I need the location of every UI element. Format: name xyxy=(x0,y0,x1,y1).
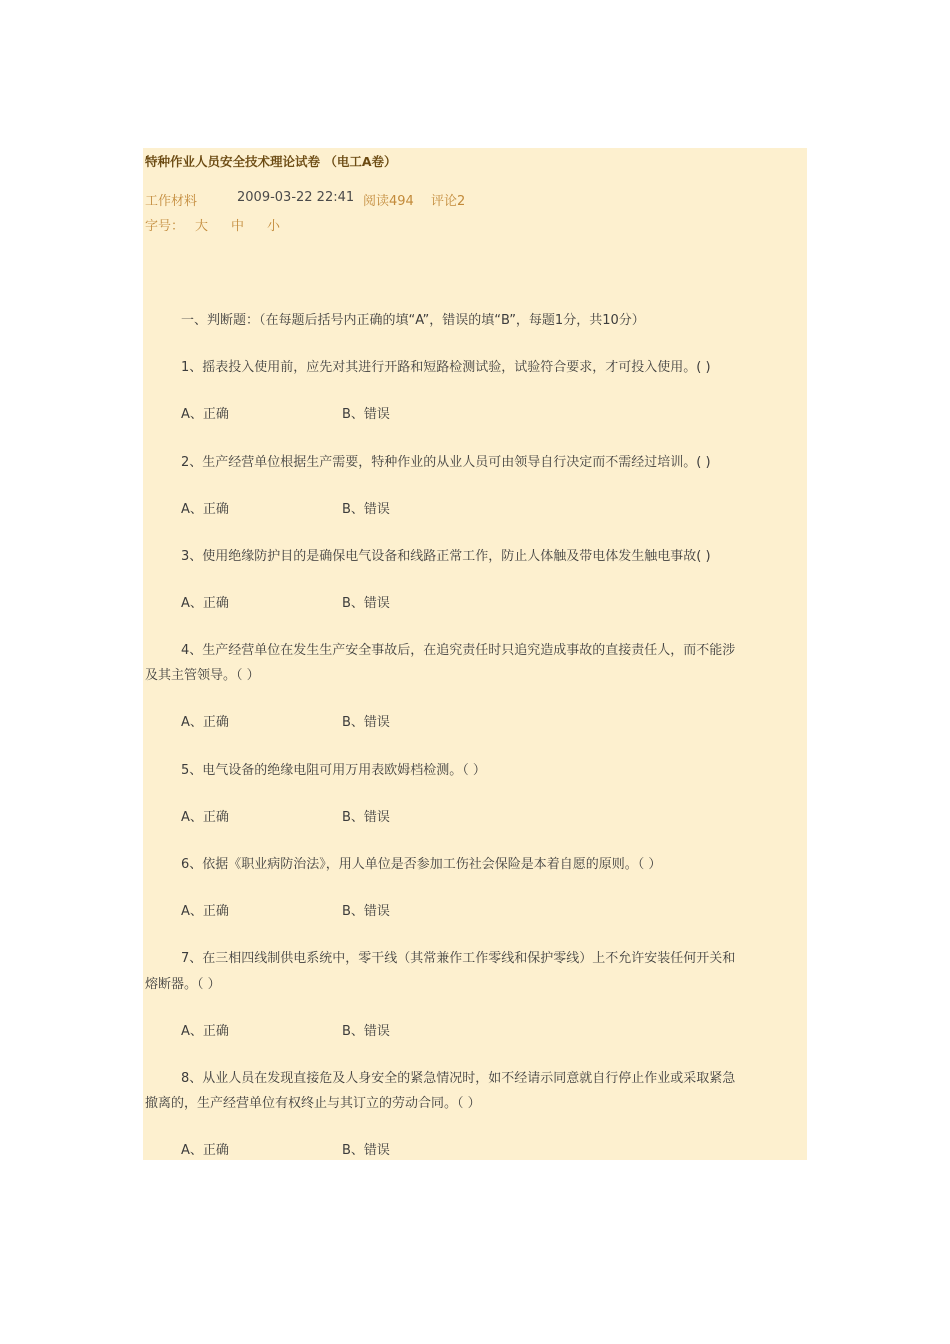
question-text: 7、在三相四线制供电系统中，零干线（其常兼作工作零线和保护零线）上不允许安装任何开关和 xyxy=(181,951,736,966)
font-size-small-link[interactable]: 小 xyxy=(267,219,281,234)
question-text-continued: 及其主管领导。（ ） xyxy=(145,668,260,683)
question-text: 8、从业人员在发现直接危及人身安全的紧急情况时，如不经请示同意就自行停止作业或采取紧急 xyxy=(181,1071,736,1086)
question-text-continued: 熔断器。（ ） xyxy=(145,977,221,992)
option-b: B、错误 xyxy=(342,715,390,730)
option-b: B、错误 xyxy=(342,1024,390,1039)
question-text: 1、摇表投入使用前，应先对其进行开路和短路检测试验，试验符合要求，才可投入使用。( ) xyxy=(181,360,711,375)
font-size-label: 字号： xyxy=(145,219,185,234)
category-link[interactable]: 工作材料 xyxy=(145,194,198,209)
option-b: B、错误 xyxy=(342,502,390,517)
section-heading: 一、判断题：（在每题后括号内正确的填“A”，错误的填“B”，每题1分，共10分） xyxy=(181,313,645,328)
article-panel xyxy=(143,148,807,1160)
option-b: B、错误 xyxy=(342,407,390,422)
question-text: 4、生产经营单位在发生生产安全事故后，在追究责任时只追究造成事故的直接责任人，而不能涉 xyxy=(181,643,736,658)
option-b: B、错误 xyxy=(342,810,390,825)
option-a: A、正确 xyxy=(181,810,229,825)
option-a: A、正确 xyxy=(181,1143,229,1158)
read-count: 阅读494 xyxy=(363,194,414,209)
option-b: B、错误 xyxy=(342,1143,390,1158)
question-text: 2、生产经营单位根据生产需要，特种作业的从业人员可由领导自行决定而不需经过培训。( ) xyxy=(181,455,711,470)
option-a: A、正确 xyxy=(181,904,229,919)
option-a: A、正确 xyxy=(181,1024,229,1039)
question-text: 6、依据《职业病防治法》，用人单位是否参加工伤社会保险是本着自愿的原则。（ ） xyxy=(181,857,662,872)
option-a: A、正确 xyxy=(181,596,229,611)
article-title[interactable]: 特种作业人员安全技术理论试卷 （电工A卷） xyxy=(145,154,397,169)
question-text-continued: 撤离的，生产经营单位有权终止与其订立的劳动合同。（ ） xyxy=(145,1096,481,1111)
comment-link[interactable]: 评论2 xyxy=(431,194,466,209)
option-b: B、错误 xyxy=(342,904,390,919)
question-text: 5、电气设备的绝缘电阻可用万用表欧姆档检测。（ ） xyxy=(181,763,486,778)
font-size-medium-link[interactable]: 中 xyxy=(231,219,245,234)
option-b: B、错误 xyxy=(342,596,390,611)
question-text: 3、使用绝缘防护目的是确保电气设备和线路正常工作，防止人体触及带电体发生触电事故( ) xyxy=(181,549,711,564)
option-a: A、正确 xyxy=(181,407,229,422)
option-a: A、正确 xyxy=(181,715,229,730)
option-a: A、正确 xyxy=(181,502,229,517)
post-date: 2009-03-22 22:41 xyxy=(237,190,355,205)
font-size-large-link[interactable]: 大 xyxy=(195,219,209,234)
